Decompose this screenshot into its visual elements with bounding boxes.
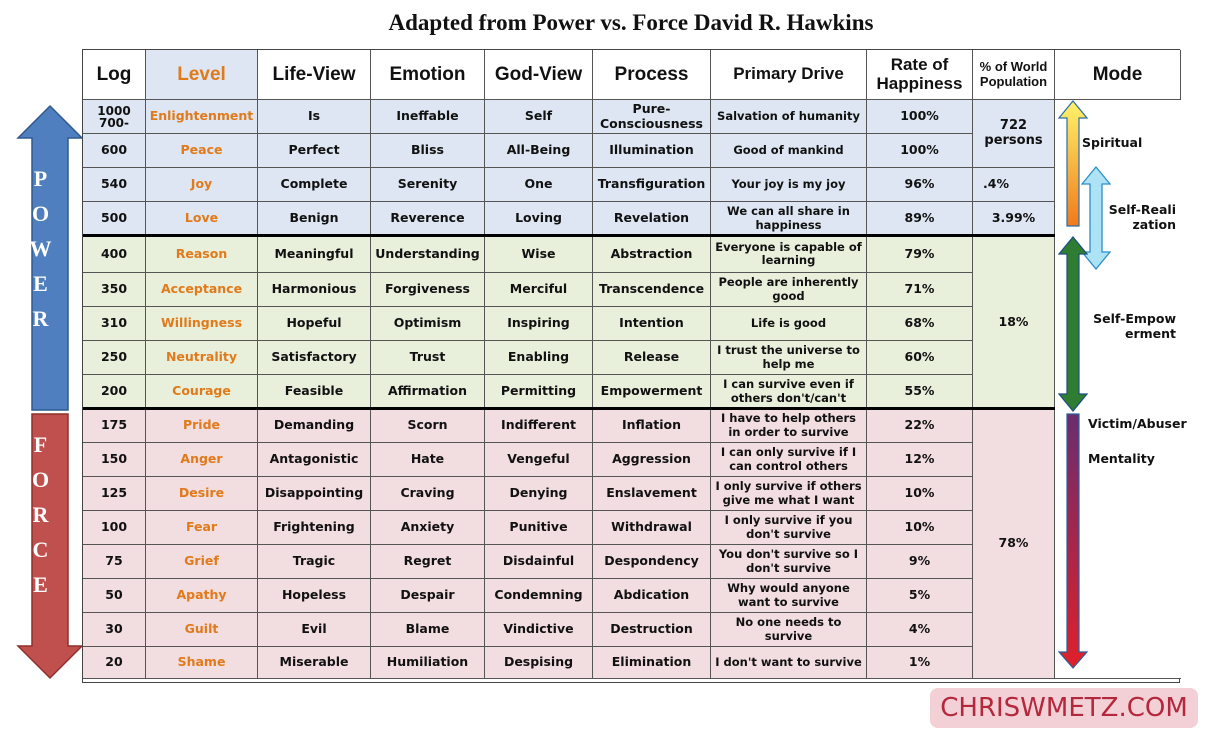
cell-life-view: Harmonious: [258, 273, 371, 307]
victim-arrow-icon: [1058, 412, 1088, 670]
cell-primary-drive: Life is good: [711, 307, 867, 341]
cell-log: 75: [83, 545, 146, 579]
cell-emotion: Despair: [371, 579, 485, 613]
cell-happiness: 9%: [867, 545, 973, 579]
cell-emotion: Anxiety: [371, 511, 485, 545]
cell-primary-drive: I trust the universe to help me: [711, 341, 867, 375]
cell-level: Acceptance: [146, 273, 258, 307]
cell-happiness: 5%: [867, 579, 973, 613]
cell-level: Desire: [146, 477, 258, 511]
cell-log: 30: [83, 613, 146, 647]
cell-primary-drive: We can all share in happiness: [711, 202, 867, 236]
cell-happiness: 10%: [867, 511, 973, 545]
cell-emotion: Ineffable: [371, 100, 485, 134]
header-log: Log: [83, 50, 146, 100]
cell-emotion: Affirmation: [371, 375, 485, 409]
header-happiness: Rate of Happiness: [867, 50, 973, 100]
cell-process: Elimination: [593, 647, 711, 679]
cell-primary-drive: I can survive even if others don't/can't: [711, 375, 867, 409]
watermark: CHRISWMETZ.COM: [930, 688, 1198, 728]
cell-level: Willingness: [146, 307, 258, 341]
cell-level: Pride: [146, 409, 258, 443]
cell-process: Enslavement: [593, 477, 711, 511]
cell-level: Guilt: [146, 613, 258, 647]
cell-emotion: Reverence: [371, 202, 485, 236]
cell-god-view: Condemning: [485, 579, 593, 613]
cell-happiness: 60%: [867, 341, 973, 375]
cell-emotion: Hate: [371, 443, 485, 477]
force-band-separator: [83, 407, 1055, 410]
cell-process: Inflation: [593, 409, 711, 443]
cell-life-view: Benign: [258, 202, 371, 236]
cell-process: Release: [593, 341, 711, 375]
mode-spiritual: Spiritual: [1082, 135, 1143, 150]
mode-mentality: Mentality: [1088, 451, 1155, 466]
header-god-view: God-View: [485, 50, 593, 100]
cell-log: 1000 700-: [83, 100, 146, 134]
cell-life-view: Feasible: [258, 375, 371, 409]
cell-emotion: Understanding: [371, 236, 485, 273]
cell-life-view: Disappointing: [258, 477, 371, 511]
cell-process: Destruction: [593, 613, 711, 647]
population-bottom: 78%: [973, 409, 1055, 679]
cell-process: Abdication: [593, 579, 711, 613]
cell-life-view: Satisfactory: [258, 341, 371, 375]
force-label: [22, 432, 58, 607]
cell-happiness: 89%: [867, 202, 973, 236]
cell-happiness: 71%: [867, 273, 973, 307]
cell-god-view: Vengeful: [485, 443, 593, 477]
header-life-view: Life-View: [258, 50, 371, 100]
cell-level: Peace: [146, 134, 258, 168]
cell-life-view: Evil: [258, 613, 371, 647]
cell-log: 150: [83, 443, 146, 477]
power-label: [22, 166, 58, 341]
cell-level: Reason: [146, 236, 258, 273]
cell-log: 540: [83, 168, 146, 202]
header-mode: Mode: [1055, 50, 1181, 100]
mode-self-realization-text: Self-Realization: [1108, 202, 1176, 232]
cell-god-view: Indifferent: [485, 409, 593, 443]
mode-self-realization: [1100, 202, 1176, 232]
cell-god-view: All-Being: [485, 134, 593, 168]
cell-emotion: Craving: [371, 477, 485, 511]
cell-process: Transfiguration: [593, 168, 711, 202]
mode-self-empowerment: [1088, 311, 1176, 341]
cell-happiness: 100%: [867, 100, 973, 134]
cell-god-view: Merciful: [485, 273, 593, 307]
cell-primary-drive: Everyone is capable of learning: [711, 236, 867, 273]
cell-process: Revelation: [593, 202, 711, 236]
mode-self-empowerment-text: Self-Empowerment: [1093, 311, 1176, 341]
cell-primary-drive: I don't want to survive: [711, 647, 867, 679]
cell-level: Joy: [146, 168, 258, 202]
cell-god-view: Despising: [485, 647, 593, 679]
cell-primary-drive: I can only survive if I can control others: [711, 443, 867, 477]
cell-emotion: Regret: [371, 545, 485, 579]
cell-god-view: One: [485, 168, 593, 202]
cell-happiness: 12%: [867, 443, 973, 477]
cell-primary-drive: People are inherently good: [711, 273, 867, 307]
cell-level: Anger: [146, 443, 258, 477]
cell-primary-drive: I only survive if others give me what I want: [711, 477, 867, 511]
cell-emotion: Blame: [371, 613, 485, 647]
cell-level: Love: [146, 202, 258, 236]
power-band-separator: [83, 234, 1055, 237]
cell-emotion: Bliss: [371, 134, 485, 168]
cell-log: 20: [83, 647, 146, 679]
cell-happiness: 68%: [867, 307, 973, 341]
cell-process: Aggression: [593, 443, 711, 477]
cell-emotion: Forgiveness: [371, 273, 485, 307]
cell-log: 500: [83, 202, 146, 236]
cell-log: 350: [83, 273, 146, 307]
cell-log: 125: [83, 477, 146, 511]
power-letters: POWER: [28, 166, 53, 341]
cell-happiness: 22%: [867, 409, 973, 443]
cell-life-view: Demanding: [258, 409, 371, 443]
cell-process: Intention: [593, 307, 711, 341]
cell-primary-drive: Why would anyone want to survive: [711, 579, 867, 613]
header-emotion: Emotion: [371, 50, 485, 100]
cell-god-view: Loving: [485, 202, 593, 236]
cell-primary-drive: Good of mankind: [711, 134, 867, 168]
cell-primary-drive: Your joy is my joy: [711, 168, 867, 202]
cell-life-view: Miserable: [258, 647, 371, 679]
cell-god-view: Punitive: [485, 511, 593, 545]
cell-happiness: 4%: [867, 613, 973, 647]
cell-god-view: Wise: [485, 236, 593, 273]
cell-level: Neutrality: [146, 341, 258, 375]
cell-process: Despondency: [593, 545, 711, 579]
cell-life-view: Hopeful: [258, 307, 371, 341]
cell-level: Courage: [146, 375, 258, 409]
cell-log: 200: [83, 375, 146, 409]
header-process: Process: [593, 50, 711, 100]
cell-god-view: Inspiring: [485, 307, 593, 341]
cell-happiness: 1%: [867, 647, 973, 679]
cell-emotion: Optimism: [371, 307, 485, 341]
cell-happiness: 96%: [867, 168, 973, 202]
cell-process: Transcendence: [593, 273, 711, 307]
mode-victim: Victim/Abuser: [1088, 416, 1187, 431]
cell-life-view: Complete: [258, 168, 371, 202]
cell-life-view: Hopeless: [258, 579, 371, 613]
self-empowerment-arrow-icon: [1058, 236, 1088, 412]
cell-god-view: Disdainful: [485, 545, 593, 579]
cell-log: 600: [83, 134, 146, 168]
cell-happiness: 55%: [867, 375, 973, 409]
cell-happiness: 100%: [867, 134, 973, 168]
cell-level: Enlightenment: [146, 100, 258, 134]
cell-primary-drive: I have to help others in order to survive: [711, 409, 867, 443]
cell-life-view: Perfect: [258, 134, 371, 168]
cell-happiness: 10%: [867, 477, 973, 511]
cell-happiness: 79%: [867, 236, 973, 273]
cell-primary-drive: Salvation of humanity: [711, 100, 867, 134]
cell-level: Grief: [146, 545, 258, 579]
cell-primary-drive: No one needs to survive: [711, 613, 867, 647]
header-level: Level: [146, 50, 258, 100]
cell-log: 400: [83, 236, 146, 273]
cell-god-view: Vindictive: [485, 613, 593, 647]
cell-life-view: Meaningful: [258, 236, 371, 273]
cell-emotion: Trust: [371, 341, 485, 375]
page-title: Adapted from Power vs. Force David R. Hawkins: [388, 10, 874, 35]
cell-life-view: Antagonistic: [258, 443, 371, 477]
cell-process: Illumination: [593, 134, 711, 168]
cell-process: Abstraction: [593, 236, 711, 273]
cell-god-view: Self: [485, 100, 593, 134]
cell-god-view: Permitting: [485, 375, 593, 409]
header-primary-drive: Primary Drive: [711, 50, 867, 100]
cell-log: 250: [83, 341, 146, 375]
cell-god-view: Denying: [485, 477, 593, 511]
force-letters: FORCE: [28, 432, 53, 607]
cell-log: 175: [83, 409, 146, 443]
header-world-population: % of World Population: [973, 50, 1055, 100]
population-love: 3.99%: [973, 202, 1055, 236]
cell-emotion: Scorn: [371, 409, 485, 443]
cell-log: 50: [83, 579, 146, 613]
cell-life-view: Tragic: [258, 545, 371, 579]
cell-log: 100: [83, 511, 146, 545]
population-middle: 18%: [973, 236, 1055, 409]
cell-level: Fear: [146, 511, 258, 545]
levels-table: [82, 49, 1180, 683]
cell-emotion: Serenity: [371, 168, 485, 202]
population-joy: .4%: [973, 168, 1055, 202]
cell-life-view: Frightening: [258, 511, 371, 545]
cell-level: Shame: [146, 647, 258, 679]
cell-process: Pure-Consciousness: [593, 100, 711, 134]
cell-primary-drive: I only survive if you don't survive: [711, 511, 867, 545]
cell-god-view: Enabling: [485, 341, 593, 375]
cell-log: 310: [83, 307, 146, 341]
cell-level: Apathy: [146, 579, 258, 613]
cell-process: Empowerment: [593, 375, 711, 409]
cell-primary-drive: You don't survive so I don't survive: [711, 545, 867, 579]
cell-life-view: Is: [258, 100, 371, 134]
cell-process: Withdrawal: [593, 511, 711, 545]
cell-emotion: Humiliation: [371, 647, 485, 679]
population-top: 722 persons: [973, 100, 1055, 168]
